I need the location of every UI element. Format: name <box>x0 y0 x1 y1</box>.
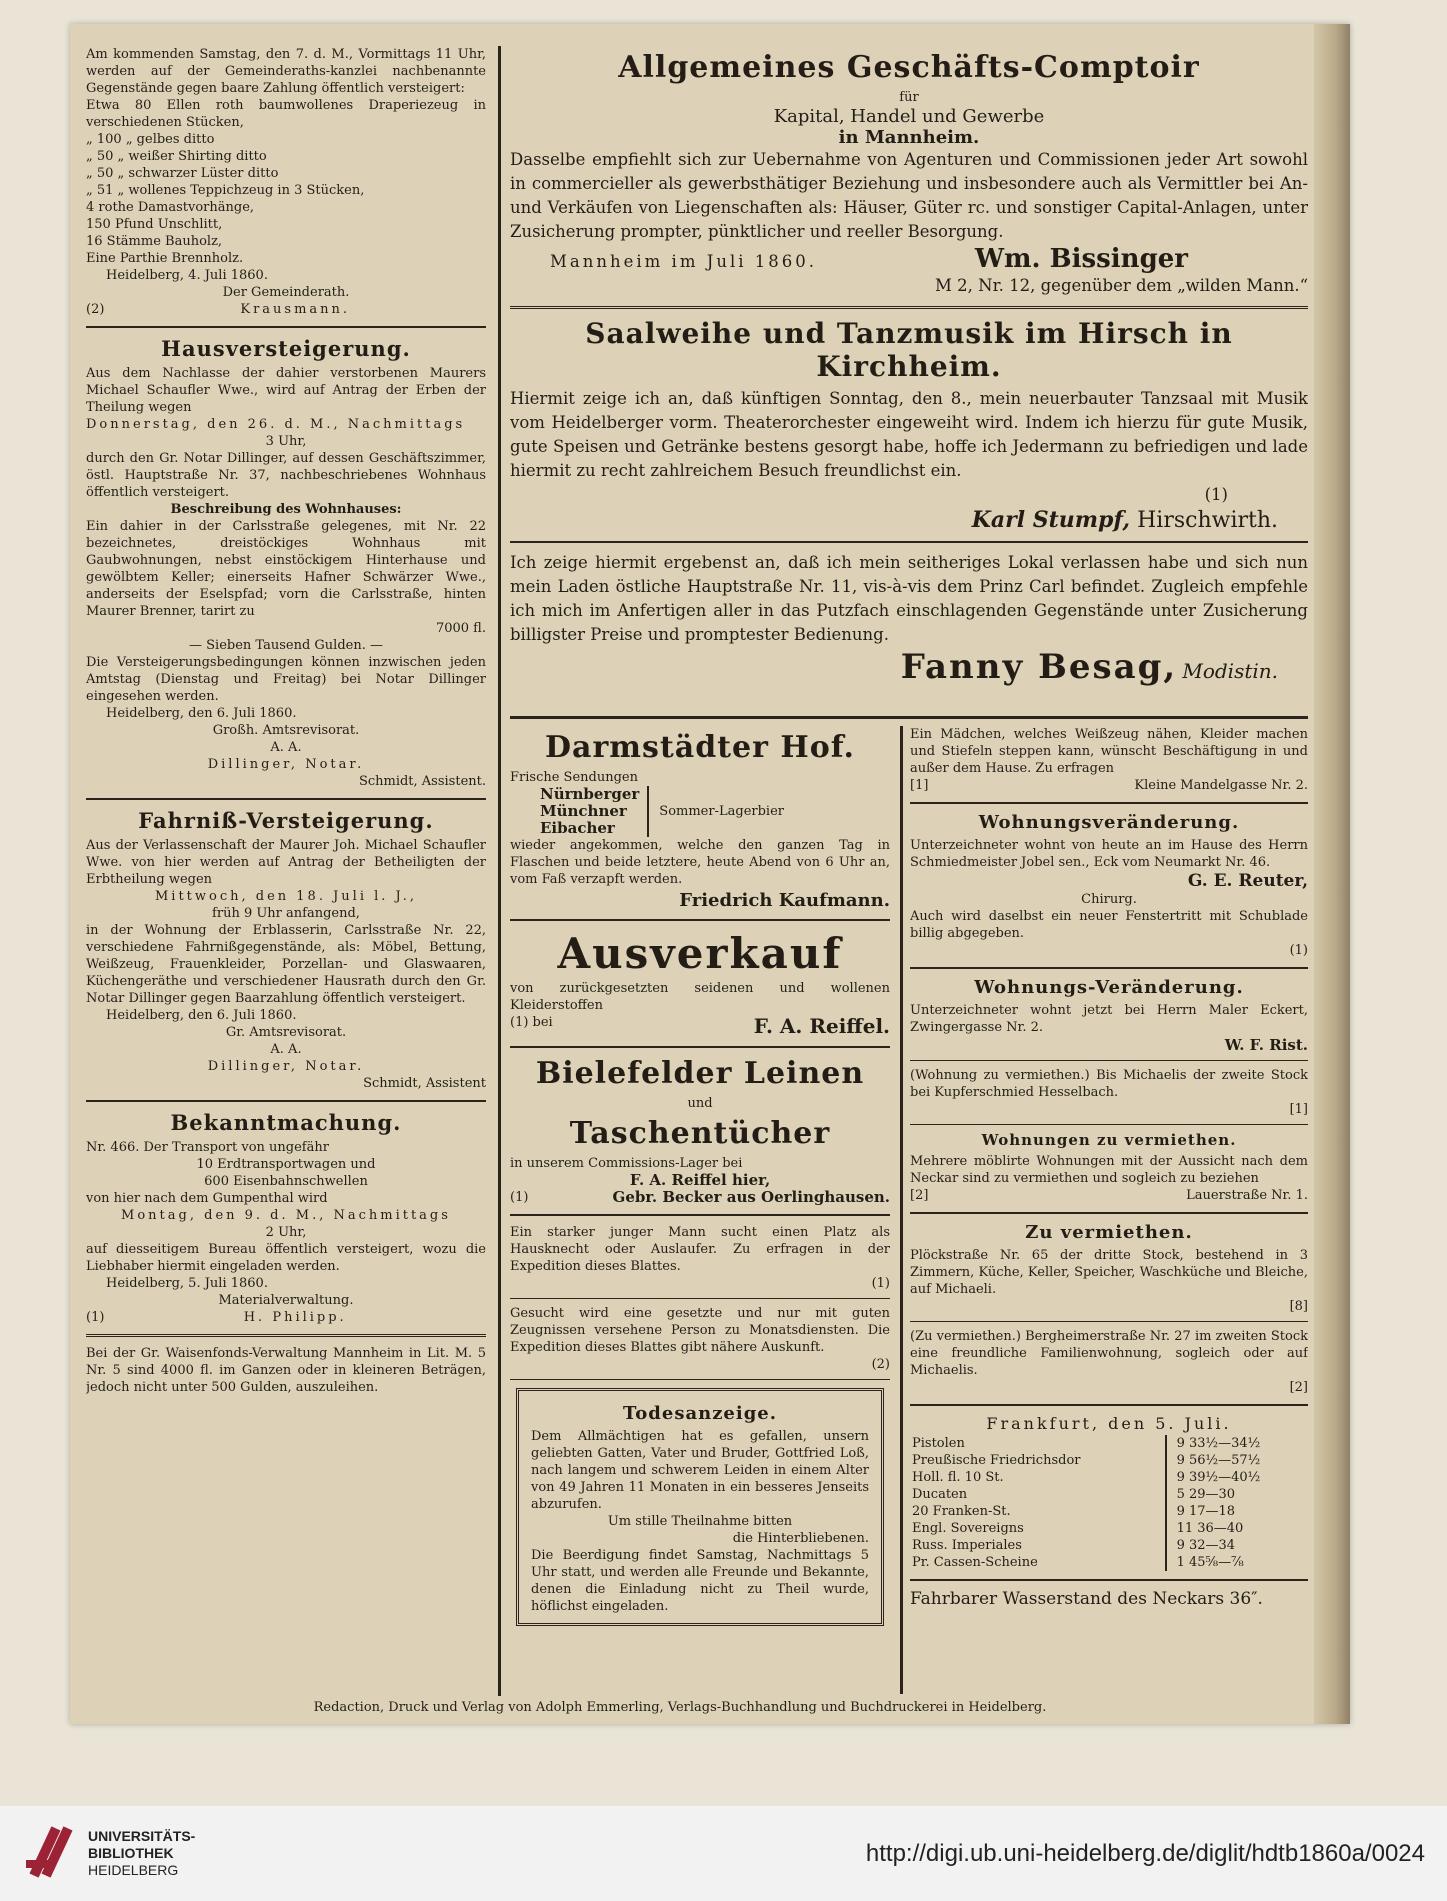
saalweihe-ad <box>510 317 1308 533</box>
house-subtitle: Beschreibung des Wohnhauses: <box>170 502 402 517</box>
rates-row <box>910 1452 1308 1469</box>
besag-name: Fanny Besag, <box>900 647 1178 687</box>
auction-office: Der Gemeinderath. <box>222 285 350 300</box>
frankfurt-rates <box>910 1414 1308 1571</box>
tod-line-2: die Hinterbliebenen. <box>732 1531 869 1546</box>
vermiethen-num: [1] <box>1289 1102 1308 1117</box>
column-rule-right <box>900 726 903 1694</box>
fahrnis-signature-2: Schmidt, Assistent <box>363 1076 486 1091</box>
comptoir-place: in Mannheim. <box>838 127 980 148</box>
divider <box>510 541 1308 543</box>
wzv-num: [2] <box>910 1188 929 1203</box>
house-title: Hausversteigerung. <box>161 336 411 361</box>
wzv-address: Lauerstraße Nr. 1. <box>1186 1188 1308 1203</box>
auction-item: 4 rothe Damastvorhänge, <box>86 200 255 215</box>
fahrnis-title: Fahrniß-Versteigerung. <box>138 808 434 833</box>
auction-signature: Krausmann. <box>240 302 351 317</box>
comptoir-address: M 2, Nr. 12, gegenüber dem „wilden Mann.“ <box>935 276 1308 295</box>
library-name-line: HEIDELBERG <box>88 1862 179 1878</box>
maedchen-address: Kleine Mandelgasse Nr. 2. <box>1134 778 1308 793</box>
divider <box>86 1334 486 1337</box>
house-signature-2: Schmidt, Assistent. <box>358 774 486 789</box>
saal-role: Hirschwirth. <box>1137 508 1278 533</box>
vermiethen-num-2: [2] <box>1289 1380 1308 1395</box>
saal-title: Saalweihe und Tanzmusik im Hirsch in Kirchheim. <box>585 317 1233 383</box>
wv1-text-2: Auch wird daselbst ein neuer Fenstertritt mit Schublade billig abgegeben. <box>910 909 1308 941</box>
fahrnis-place: Heidelberg, den 6. Juli 1860. <box>106 1008 297 1023</box>
rates-name: Pistolen <box>912 1436 965 1451</box>
auction-num: (2) <box>86 302 105 317</box>
house-place: Heidelberg, den 6. Juli 1860. <box>106 706 297 721</box>
comptoir-ad <box>510 50 1308 298</box>
divider <box>910 1404 1308 1406</box>
divider <box>510 1214 890 1216</box>
library-logo-icon <box>22 1820 78 1884</box>
fahrnis-aa: A. A. <box>270 1042 302 1057</box>
imprint: Redaction, Druck und Verlag von Adolph Emmerling, Verlags-Buchhandlung und Buchdruckerei in Heidelberg. <box>313 1700 1047 1715</box>
rates-row <box>910 1537 1308 1554</box>
rates-name: Ducaten <box>912 1487 968 1502</box>
comptoir-subtitle: Kapital, Handel und Gewerbe <box>773 106 1045 127</box>
aus-title: Ausverkauf <box>557 929 843 978</box>
mann-num: (1) <box>871 1276 890 1291</box>
library-name <box>88 1828 195 1879</box>
darm-beer: Eibacher <box>540 819 615 837</box>
house-conditions: Die Versteigerungsbedingungen können inzwischen jeden Amtstag (Dienstag und Freitag) bei Notar Dillinger eingesehen werden. <box>86 655 486 704</box>
gesucht-ad: Gesucht wird eine gesetzte und nur mit guten Zeugnissen versehene Person zu Monatsdiensten. Die Expedition dieses Blattes gibt nähere Auskunft. <box>510 1306 890 1355</box>
leinen-und: und <box>687 1096 713 1111</box>
rates-title: Frankfurt, den 5. Juli. <box>986 1414 1232 1433</box>
left-column <box>86 46 486 1716</box>
bekannt-place: Heidelberg, 5. Juli 1860. <box>106 1276 268 1291</box>
darmstaedter-hof-ad <box>510 730 890 911</box>
house-auction <box>86 336 486 790</box>
auction-notice <box>86 46 486 318</box>
house-signature: Dillinger, Notar. <box>207 757 365 772</box>
comptoir-name: Wm. Bissinger <box>974 244 1188 274</box>
divider <box>510 1046 890 1048</box>
library-bar <box>0 1806 1447 1901</box>
wohnungsveraenderung-1 <box>910 812 1308 959</box>
wv1-role: Chirurg. <box>1081 892 1137 907</box>
aus-num: (1) bei <box>510 1015 553 1030</box>
bekannt-signature: H. Philipp. <box>243 1310 347 1325</box>
zv-num: [8] <box>1289 1299 1308 1314</box>
darm-line: Frische Sendungen <box>510 770 638 785</box>
saal-name: Karl Stumpf, <box>971 507 1131 533</box>
divider <box>910 1579 1308 1581</box>
bekannt-line: 600 Eisenbahnschwellen <box>204 1174 368 1189</box>
leinen-line: F. A. Reiffel hier, <box>629 1171 771 1189</box>
waisen-notice: Bei der Gr. Waisenfonds-Verwaltung Mannheim in Lit. M. 5 Nr. 5 sind 4000 fl. im Ganzen oder in kleineren Beträgen, jedoch nicht unter 500 Gulden, auszuleihen. <box>86 1346 486 1395</box>
auction-item: „ 50 „ schwarzer Lüster ditto <box>86 166 279 181</box>
rates-value: 9 17—18 <box>1166 1503 1308 1520</box>
bekanntmachung <box>86 1110 486 1326</box>
fahrnis-text: in der Wohnung der Erblasserin, Carlsstraße Nr. 22, verschiedene Fahrnißgegenstände, als: Möbel, Bettung, Weißzeug, Frauenkleider, Porzellan- und Glaswaaren, Küchengeräthe und verschiedener Hausrath durch den Gr. Notar Dillinger gegen Baarzahlung öffentlich versteigert. <box>86 923 486 1006</box>
vermiethen-ad: (Wohnung zu vermiethen.) Bis Michaelis der zweite Stock bei Kupferschmied Hesselbach. <box>910 1068 1308 1100</box>
auction-item: Etwa 80 Ellen roth baumwollenes Draperiezeug in verschiedenen Stücken, <box>86 98 486 130</box>
section-rule <box>510 716 1308 719</box>
aus-text: von zurückgesetzten seidenen und wollenen Kleiderstoffen <box>510 981 890 1013</box>
newspaper-page <box>70 24 1350 1724</box>
maedchen-ad: Ein Mädchen, welches Weißzeug nähen, Kleider machen und Stiefeln steppen kann, wünscht Beschäftigung in und außer dem Hause. Zu erfragen <box>910 727 1308 776</box>
rates-name: Russ. Imperiales <box>912 1538 1022 1553</box>
bekannt-date: Montag, den 9. d. M., Nachmittags <box>121 1208 451 1223</box>
rates-name: 20 Franken-St. <box>912 1504 1011 1519</box>
bekannt-office: Materialverwaltung. <box>218 1293 354 1308</box>
fahrnis-office: Gr. Amtsrevisorat. <box>225 1025 347 1040</box>
house-price-words: — Sieben Tausend Gulden. — <box>189 638 383 653</box>
maedchen-num: [1] <box>910 778 929 793</box>
rates-value: 9 33½—34½ <box>1166 1435 1308 1452</box>
gesucht-num: (2) <box>871 1357 890 1372</box>
top-right-section <box>510 46 1308 726</box>
house-desc: Ein dahier in der Carlsstraße gelegenes, mit Nr. 22 bezeichnetes, dreistöckiges Wohnhaus mit Gaubwohnungen, nebst einstöckigem Hinterhause und gewölbtem Keller; einerseits Hafner Schwärzer Wwe., anderseits der Eselspfad; vorn die Carlsstraße, hinten Maurer Brenner, tarirt zu <box>86 519 486 619</box>
tod-line: Um stille Theilnahme bitten <box>607 1514 793 1529</box>
rates-name: Pr. Cassen-Scheine <box>912 1555 1038 1570</box>
divider <box>510 1379 890 1380</box>
wv1-text: Unterzeichneter wohnt von heute an im Hause des Herrn Schmiedmeister Jobel sen., Eck vom Neumarkt Nr. 46. <box>910 838 1308 870</box>
leinen-text: in unserem Commissions-Lager bei <box>510 1156 743 1171</box>
auction-item: „ 51 „ wollenes Teppichzeug in 3 Stücken, <box>86 183 365 198</box>
wv2-title: Wohnungs-Veränderung. <box>974 977 1244 998</box>
leinen-num: (1) <box>510 1190 529 1205</box>
rates-row <box>910 1503 1308 1520</box>
bekannt-text: auf diesseitigem Bureau öffentlich versteigert, wozu die Liebhaber hiermit eingeladen werden. <box>86 1242 486 1274</box>
tod-title: Todesanzeige. <box>622 1403 778 1424</box>
rates-value: 9 32—34 <box>1166 1537 1308 1554</box>
vermiethen-ad-2: (Zu vermiethen.) Bergheimerstraße Nr. 27 im zweiten Stock eine freundliche Familienwohnung, sogleich oder auf Michaelis. <box>910 1329 1308 1378</box>
rates-row <box>910 1435 1308 1452</box>
leinen-title-2: Taschentücher <box>569 1116 831 1151</box>
rates-value: 9 56½—57½ <box>1166 1452 1308 1469</box>
saal-num: (1) <box>1204 485 1228 504</box>
wv1-name: G. E. Reuter, <box>1187 871 1308 891</box>
page-spine <box>1314 24 1350 1724</box>
leinen-title: Bielefelder Leinen <box>535 1056 865 1091</box>
house-date: Donnerstag, den 26. d. M., Nachmittags <box>86 417 466 432</box>
bekannt-time: 2 Uhr, <box>265 1225 307 1240</box>
house-price: 7000 fl. <box>435 621 486 636</box>
besag-ad <box>510 551 1308 687</box>
fahrnis-signature: Dillinger, Notar. <box>207 1059 365 1074</box>
wv2-text: Unterzeichneter wohnt jetzt bei Herrn Maler Eckert, Zwingergasse Nr. 2. <box>910 1003 1308 1035</box>
rates-row <box>910 1520 1308 1537</box>
auction-item: 16 Stämme Bauholz, <box>86 234 223 249</box>
divider <box>86 798 486 800</box>
wzv-text: Mehrere möblirte Wohnungen mit der Aussicht nach dem Neckar sind zu vermiethen und sogleich zu beziehen <box>910 1154 1308 1186</box>
rates-name: Engl. Sovereigns <box>912 1521 1024 1536</box>
tod-text-2: Die Beerdigung findet Samstag, Nachmittags 5 Uhr statt, und werden alle Freunde und Bekannte, denen die Einladung nicht zu Theil wurde, höflichst eingeladen. <box>531 1548 869 1614</box>
rates-value: 1 45⅝—⅞ <box>1166 1554 1308 1571</box>
auction-item: „ 100 „ gelbes ditto <box>86 132 215 147</box>
divider <box>910 1212 1308 1214</box>
comptoir-date: Mannheim im Juli 1860. <box>550 252 817 271</box>
auction-item: 150 Pfund Unschlitt, <box>86 217 223 232</box>
column-rule-left <box>498 46 501 1696</box>
besag-role: Modistin. <box>1182 659 1278 683</box>
rates-value: 9 39½—40½ <box>1166 1469 1308 1486</box>
fahrnis-date: Mittwoch, den 18. Juli l. J., <box>154 889 418 904</box>
wohnungen-zu-vermiethen <box>910 1131 1308 1204</box>
mann-ad: Ein starker junger Mann sucht einen Platz als Hausknecht oder Auslaufer. Zu erfragen in der Expedition dieses Blattes. <box>510 1225 890 1274</box>
divider <box>510 919 890 921</box>
rates-value: 5 29—30 <box>1166 1486 1308 1503</box>
rates-row <box>910 1554 1308 1571</box>
wasserstand: Fahrbarer Wasserstand des Neckars 36″. <box>910 1589 1263 1609</box>
wv2-name: W. F. Rist. <box>1224 1036 1308 1054</box>
permalink[interactable]: http://digi.ub.uni-heidelberg.de/diglit/hdtb1860a/0024 <box>865 1840 1425 1867</box>
bekannt-line: von hier nach dem Gumpenthal wird <box>86 1191 328 1206</box>
darm-kind: Sommer-Lagerbier <box>659 804 784 819</box>
comptoir-fuer: für <box>899 90 919 105</box>
besag-text: Ich zeige hiermit ergebenst an, daß ich mein seitheriges Lokal verlassen habe und sich nun mein Laden östliche Hauptstraße Nr. 11, vis-à-vis dem Prinz Carl befindet. Zugleich empfehle ich mich im Anfertigen aller in das Putzfach einschlagenden Gegenstände unter Zusicherung billigster Preise und promptester Bedienung. <box>510 553 1308 644</box>
zv-text: Plöckstraße Nr. 65 der dritte Stock, bestehend in 3 Zimmern, Küche, Keller, Speicher, Waschküche und Bleiche, auf Michaeli. <box>910 1248 1308 1297</box>
center-column <box>510 726 890 1694</box>
auction-intro: Am kommenden Samstag, den 7. d. M., Vormittags 11 Uhr, werden auf der Gemeinderaths-kanzlei nachbenannte Gegenstände gegen baare Zahlung öffentlich versteigert: <box>86 47 486 96</box>
rates-row <box>910 1486 1308 1503</box>
divider <box>910 1321 1308 1322</box>
divider <box>910 967 1308 969</box>
saal-text: Hiermit zeige ich an, daß künftigen Sonntag, den 8., mein neuerbauter Tanzsaal mit Musik vom Heidelberger vorm. Theaterorchester eingeweiht wird. Indem ich hierzu für gute Musik, gute Speisen und Getränke bestens gesorgt habe, hoffe ich Jedermann zu befriedigen und lade hiermit zu recht zahlreichem Besuch freundlichst ein. <box>510 389 1308 480</box>
house-aa: A. A. <box>270 740 302 755</box>
zv-title: Zu vermiethen. <box>1025 1222 1193 1243</box>
wv1-title: Wohnungsveränderung. <box>978 812 1240 833</box>
divider <box>910 1060 1308 1061</box>
aus-signature: F. A. Reiffel. <box>753 1014 890 1038</box>
leinen-line-2: Gebr. Becker aus Oerlinghausen. <box>612 1188 890 1206</box>
right-column <box>910 726 1308 1694</box>
darm-beer: Nürnberger <box>540 785 640 803</box>
comptoir-text: Dasselbe empfiehlt sich zur Uebernahme von Agenturen und Commissionen jeder Art sowohl in commercieller als gewerbsthätiger Beziehung und insbesondere auch als Vermittler bei An- und Verkäufen von Liegenschaften als: Häuser, Güter rc. und sonstiger Capital-Anlagen, unter Zusicherung prompter, pünktlicher und reeller Besorgung. <box>510 150 1308 241</box>
darm-title: Darmstädter Hof. <box>545 730 855 765</box>
bekannt-title: Bekanntmachung. <box>170 1110 402 1135</box>
fahrnis-auction <box>86 808 486 1092</box>
rates-name: Preußische Friedrichsdor <box>912 1453 1081 1468</box>
house-text: durch den Gr. Notar Dillinger, auf dessen Geschäftszimmer, östl. Hauptstraße Nr. 37, nachbeschriebenes Wohnhaus öffentlich versteigert. <box>86 451 486 500</box>
darm-signature: Friedrich Kaufmann. <box>679 890 890 911</box>
divider <box>510 306 1308 309</box>
darm-beer: Münchner <box>540 802 627 820</box>
house-time: 3 Uhr, <box>265 434 307 449</box>
wohnungsveraenderung-2 <box>910 977 1308 1054</box>
bekannt-num: (1) <box>86 1310 105 1325</box>
divider <box>510 1298 890 1299</box>
comptoir-title: Allgemeines Geschäfts-Comptoir <box>618 50 1200 85</box>
wv1-num: (1) <box>1289 943 1308 958</box>
auction-item: „ 50 „ weißer Shirting ditto <box>86 149 267 164</box>
ausverkauf-ad <box>510 929 890 1038</box>
divider <box>86 326 486 328</box>
auction-place: Heidelberg, 4. Juli 1860. <box>106 268 268 283</box>
wzv-title: Wohnungen zu vermiethen. <box>981 1131 1237 1149</box>
bekannt-line: Nr. 466. Der Transport von ungefähr <box>86 1140 329 1155</box>
divider <box>910 802 1308 804</box>
library-name-line: UNIVERSITÄTS- <box>88 1828 196 1844</box>
house-office: Großh. Amtsrevisorat. <box>212 723 360 738</box>
house-intro: Aus dem Nachlasse der dahier verstorbenen Maurers Michael Schaufler Wwe., wird auf Antrag der Erben der Theilung wegen <box>86 366 486 415</box>
rates-table <box>910 1435 1308 1571</box>
divider <box>910 1124 1308 1125</box>
tod-text: Dem Allmächtigen hat es gefallen, unsern geliebten Gatten, Vater und Bruder, Gottfried Loß, nach langem und schwerem Leiden in einem Alter von 49 Jahren 11 Monaten in ein besseres Jenseits abzurufen. <box>531 1429 869 1512</box>
divider <box>86 1100 486 1102</box>
rates-value: 11 36—40 <box>1166 1520 1308 1537</box>
leinen-ad <box>510 1056 890 1206</box>
zu-vermiethen <box>910 1222 1308 1315</box>
darm-text: wieder angekommen, welche den ganzen Tag in Flaschen und beide letztere, heute Abend von 6 Uhr an, vom Faß verzapft werden. <box>510 838 890 887</box>
bekannt-line: 10 Erdtransportwagen und <box>196 1157 376 1172</box>
rates-row <box>910 1469 1308 1486</box>
rates-name: Holl. fl. 10 St. <box>912 1470 1004 1485</box>
fahrnis-time: früh 9 Uhr anfangend, <box>212 906 360 921</box>
todesanzeige <box>516 1388 884 1626</box>
library-name-line: BIBLIOTHEK <box>88 1845 174 1861</box>
fahrnis-intro: Aus der Verlassenschaft der Maurer Joh. Michael Schaufler Wwe. von hier werden auf Antrag der Betheiligten der Erbtheilung wegen <box>86 838 486 887</box>
auction-item: Eine Parthie Brennholz. <box>86 251 244 266</box>
